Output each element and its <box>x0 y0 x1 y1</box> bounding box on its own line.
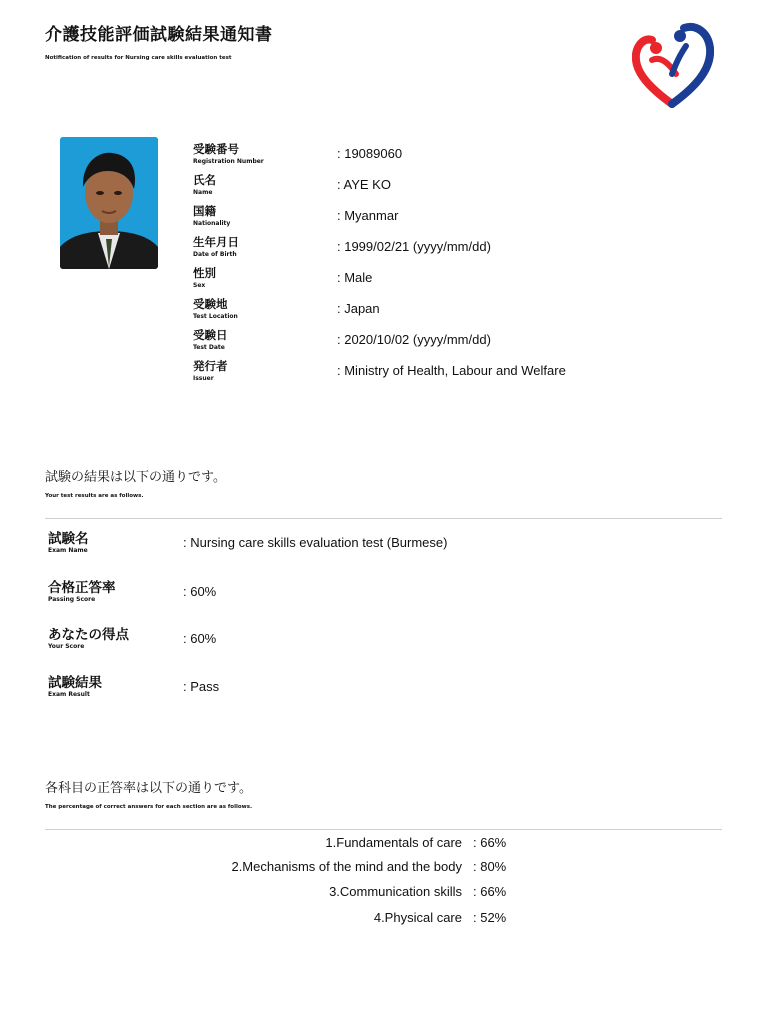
test-location-row <box>193 294 713 325</box>
test-location-value: : Japan <box>337 301 380 316</box>
sex-value: : Male <box>337 270 373 285</box>
exam-result-row <box>48 671 708 715</box>
results-heading-en: Your test results are as follows. <box>45 493 144 499</box>
date-of-birth-value: : 1999/02/21 (yyyy/mm/dd) <box>337 239 491 254</box>
name-label-ja: 氏名 <box>193 173 216 187</box>
section-name: 2.Mechanisms of the mind and the body <box>231 859 462 874</box>
exam-result-value: : Pass <box>183 679 220 694</box>
name-row <box>193 170 713 201</box>
sex-row <box>193 263 713 294</box>
issuer-row <box>193 356 713 387</box>
exam-result-label-ja: 試験結果 <box>48 675 102 691</box>
exam-name-label-en: Exam Name <box>48 547 88 554</box>
test-location-label-ja: 受験地 <box>193 297 228 311</box>
issuer-label-en: Issuer <box>193 375 214 382</box>
nationality-label-ja: 国籍 <box>193 204 216 218</box>
section-row <box>150 835 550 855</box>
test-date-label-ja: 受験日 <box>193 328 228 342</box>
registration-number-row <box>193 139 713 170</box>
passing-score-label-en: Passing Score <box>48 596 96 603</box>
sections-heading-en: The percentage of correct answers for each section are as follows. <box>45 804 253 810</box>
date-of-birth-label-ja: 生年月日 <box>193 235 239 249</box>
candidate-photo-icon <box>60 137 158 269</box>
section-row <box>150 910 550 930</box>
passing-score-row <box>48 576 708 620</box>
test-date-row <box>193 325 713 356</box>
sections-heading: 各科目の正答率は以下の通りです。 <box>45 781 252 796</box>
nationality-value: : Myanmar <box>337 208 399 223</box>
your-score-row <box>48 623 708 667</box>
test-date-value: : 2020/10/02 (yyyy/mm/dd) <box>337 332 491 347</box>
exam-name-row <box>48 527 708 571</box>
your-score-label-ja: あなたの得点 <box>48 627 129 643</box>
exam-name-label-ja: 試験名 <box>48 531 89 547</box>
sex-label-en: Sex <box>193 282 206 289</box>
section-score: : 52% <box>473 910 507 925</box>
registration-number-label-en: Registration Number <box>193 158 264 165</box>
passing-score-label-ja: 合格正答率 <box>48 580 116 596</box>
name-value: : AYE KO <box>337 177 391 192</box>
nationality-label-en: Nationality <box>193 220 231 227</box>
section-score: : 66% <box>473 884 507 899</box>
issuer-label-ja: 発行者 <box>193 359 228 373</box>
test-date-label-en: Test Date <box>193 344 225 351</box>
section-name: 3.Communication skills <box>329 884 462 899</box>
document-title: 介護技能評価試験結果通知書 <box>45 25 273 45</box>
issuer-value: : Ministry of Health, Labour and Welfare <box>337 363 566 378</box>
section-name: 4.Physical care <box>373 910 462 925</box>
sections-divider <box>45 829 722 830</box>
nationality-row <box>193 201 713 232</box>
your-score-label-en: Your Score <box>48 643 85 650</box>
exam-name-value: : Nursing care skills evaluation test (Burmese) <box>183 535 448 550</box>
heart-people-logo-icon <box>632 18 714 110</box>
registration-number-label-ja: 受験番号 <box>193 142 239 156</box>
results-divider <box>45 518 722 519</box>
section-score: : 80% <box>473 859 507 874</box>
sex-label-ja: 性別 <box>193 266 216 280</box>
section-score: : 66% <box>473 835 507 850</box>
test-location-label-en: Test Location <box>193 313 238 320</box>
section-row <box>150 859 550 879</box>
candidate-photo <box>60 137 158 269</box>
name-label-en: Name <box>193 189 213 196</box>
section-name: 1.Fundamentals of care <box>325 835 462 850</box>
results-heading: 試験の結果は以下の通りです。 <box>45 470 226 485</box>
your-score-value: : 60% <box>183 631 217 646</box>
passing-score-value: : 60% <box>183 584 217 599</box>
section-row <box>150 884 550 904</box>
date-of-birth-label-en: Date of Birth <box>193 251 237 258</box>
registration-number-value: : 19089060 <box>337 146 403 161</box>
date-of-birth-row <box>193 232 713 263</box>
exam-result-label-en: Exam Result <box>48 691 90 698</box>
document-subtitle: Notification of results for Nursing care skills evaluation test <box>45 55 232 61</box>
